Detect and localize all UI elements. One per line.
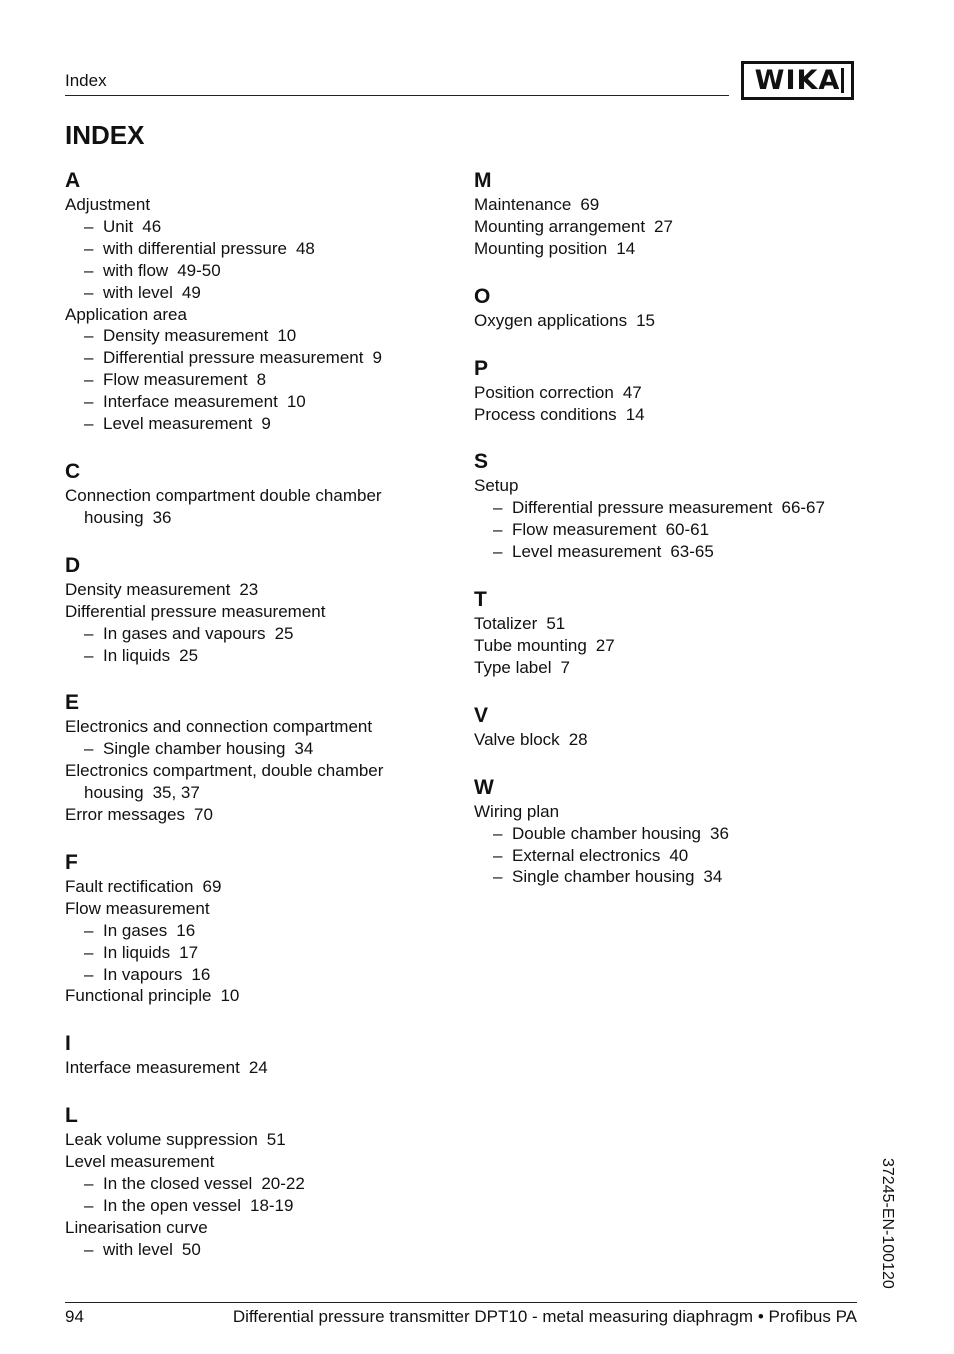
index-entry: [474, 729, 864, 751]
index-section-f: [65, 850, 455, 1007]
entry-page-ref: 70: [193, 805, 213, 825]
index-entry: [65, 1217, 455, 1239]
subentry-dash: –: [84, 370, 94, 390]
index-entry: [474, 613, 864, 635]
index-subentry: [65, 413, 455, 435]
subentry-page-ref: 10: [277, 326, 297, 346]
index-subentry: [65, 238, 455, 260]
entry-page-ref: 51: [546, 614, 566, 634]
subentry-dash: –: [84, 282, 94, 302]
subentry-term: In gases: [103, 920, 168, 940]
index-entry: [65, 485, 455, 529]
subentry-term: In liquids: [103, 645, 171, 665]
entry-term: Setup: [474, 476, 519, 496]
entry-term: Adjustment: [65, 195, 151, 214]
entry-term: Connection compartment double chamber housing: [65, 485, 382, 527]
index-subentry: [65, 1195, 455, 1217]
index-subentry: [65, 216, 455, 238]
section-letter: A: [65, 169, 81, 192]
index-entry: [474, 801, 864, 823]
subentry-dash: –: [84, 238, 94, 258]
index-section-d: [65, 553, 455, 667]
logo-bar: [841, 68, 844, 93]
entry-term: Oxygen applications: [474, 310, 628, 330]
entry-term: Wiring plan: [474, 801, 560, 821]
entry-page-ref: 35, 37: [152, 783, 200, 803]
index-subentry: [474, 823, 864, 845]
section-letter: M: [474, 169, 492, 192]
index-left-column: [65, 168, 455, 1285]
index-entry: [474, 310, 864, 332]
index-entry: [474, 475, 864, 497]
index-entry: [65, 1129, 455, 1151]
index-entry: [65, 898, 455, 920]
subentry-term: In the open vessel: [103, 1196, 241, 1215]
footer-document-title: Differential pressure transmitter DPT10 - metal measuring diaphragm • Profibus PA: [232, 1307, 857, 1326]
index-section-i: [65, 1031, 455, 1079]
entry-page-ref: 47: [622, 382, 642, 402]
subentry-page-ref: 34: [703, 867, 723, 887]
entry-page-ref: 23: [239, 579, 259, 599]
subentry-page-ref: 25: [274, 623, 294, 643]
subentry-dash: –: [84, 942, 94, 962]
index-entry: [65, 876, 455, 898]
index-subentry: [65, 369, 455, 391]
subentry-page-ref: 49-50: [177, 260, 221, 280]
subentry-page-ref: 40: [669, 845, 689, 865]
entry-term: Maintenance: [474, 195, 572, 214]
index-subentry: [474, 866, 864, 888]
index-subentry: [474, 541, 864, 563]
entry-page-ref: 28: [568, 729, 588, 749]
subentry-page-ref: 34: [294, 739, 314, 759]
index-entry: [65, 760, 455, 804]
subentry-dash: –: [84, 216, 94, 236]
entry-term: Fault rectification: [65, 876, 194, 896]
subentry-dash: –: [84, 1239, 94, 1259]
entry-term: Electronics compartment, double chamber housing: [65, 761, 384, 803]
entry-page-ref: 14: [625, 404, 645, 424]
entry-term: Linearisation curve: [65, 1217, 208, 1237]
subentry-term: with differential pressure: [103, 238, 287, 258]
index-subentry: [65, 1173, 455, 1195]
subentry-dash: –: [84, 1196, 94, 1215]
subentry-dash: –: [493, 823, 503, 843]
entry-term: Process conditions: [474, 404, 617, 424]
section-letter: I: [65, 1032, 71, 1056]
subentry-dash: –: [84, 260, 94, 280]
subentry-page-ref: 50: [181, 1239, 201, 1259]
entry-term: Functional principle: [65, 986, 212, 1006]
entry-page-ref: 36: [152, 507, 172, 527]
entry-page-ref: 69: [202, 876, 222, 896]
subentry-term: In gases and vapours: [103, 623, 266, 643]
subentry-term: Flow measurement: [512, 520, 657, 540]
subentry-page-ref: 18-19: [249, 1196, 294, 1215]
entry-page-ref: 7: [560, 657, 570, 677]
subentry-term: Single chamber housing: [512, 867, 695, 887]
subentry-page-ref: 9: [372, 348, 382, 368]
index-subentry: [65, 260, 455, 282]
index-entry: [474, 657, 864, 679]
index-subentry: [65, 282, 455, 304]
document-code: 37245-EN-100120: [879, 1158, 896, 1289]
subentry-dash: –: [84, 964, 94, 984]
entry-term: Mounting position: [474, 238, 608, 258]
subentry-page-ref: 16: [176, 920, 196, 940]
index-entry: [65, 579, 455, 601]
subentry-page-ref: 49: [181, 282, 201, 302]
subentry-dash: –: [84, 920, 94, 940]
entry-term: Totalizer: [474, 614, 538, 634]
subentry-page-ref: 46: [142, 216, 162, 236]
subentry-dash: –: [84, 326, 94, 346]
subentry-page-ref: 60-61: [665, 520, 710, 540]
subentry-dash: –: [84, 414, 94, 434]
entry-term: Mounting arrangement: [474, 216, 646, 236]
subentry-term: Differential pressure measurement: [103, 348, 364, 368]
wika-logo: [741, 61, 854, 100]
entry-term: Tube mounting: [474, 635, 587, 655]
header-divider: [65, 95, 729, 96]
subentry-page-ref: 36: [710, 823, 729, 843]
index-section-l: [65, 1103, 455, 1260]
subentry-page-ref: 20-22: [261, 1174, 305, 1194]
subentry-page-ref: 17: [179, 942, 199, 962]
subentry-term: Level measurement: [103, 414, 253, 434]
subentry-page-ref: 63-65: [670, 542, 714, 562]
subentry-term: External electronics: [512, 845, 661, 865]
footer-divider: [65, 1302, 857, 1303]
section-letter: W: [474, 775, 494, 799]
index-subentry: [65, 738, 455, 760]
entry-page-ref: 27: [595, 635, 615, 655]
index-entry: [474, 404, 864, 426]
index-subentry: [65, 325, 455, 347]
section-letter: T: [474, 588, 487, 612]
subentry-dash: –: [493, 498, 503, 518]
subentry-dash: –: [84, 623, 94, 643]
entry-term: Leak volume suppression: [65, 1130, 258, 1150]
entry-term: Valve block: [474, 729, 560, 749]
subentry-page-ref: 48: [295, 238, 315, 258]
subentry-page-ref: 16: [191, 964, 211, 984]
section-letter: P: [474, 356, 489, 380]
subentry-dash: –: [84, 645, 94, 665]
entry-page-ref: 15: [636, 310, 656, 330]
index-entry: [474, 238, 864, 260]
section-letter: C: [65, 459, 81, 483]
index-subentry: [65, 964, 455, 986]
index-subentry: [474, 497, 864, 519]
index-entry: [65, 601, 455, 623]
entry-term: Position correction: [474, 382, 614, 402]
subentry-term: with level: [103, 282, 173, 302]
index-subentry: [65, 1239, 455, 1261]
entry-page-ref: 14: [616, 238, 636, 258]
page-title: INDEX: [65, 120, 145, 150]
subentry-term: Unit: [103, 216, 134, 236]
subentry-term: In the closed vessel: [103, 1174, 253, 1194]
entry-term: Differential pressure measurement: [65, 601, 326, 621]
index-subentry: [65, 623, 455, 645]
running-header: Index: [65, 71, 107, 90]
subentry-page-ref: 25: [179, 645, 199, 665]
section-letter: F: [65, 850, 78, 874]
index-subentry: [474, 845, 864, 867]
subentry-term: Single chamber housing: [103, 739, 286, 759]
index-section-w: [474, 775, 864, 889]
index-subentry: [65, 645, 455, 667]
entry-page-ref: 10: [220, 986, 240, 1006]
section-letter: L: [65, 1104, 78, 1128]
subentry-dash: –: [84, 739, 94, 759]
section-letter: S: [474, 450, 489, 474]
index-entry: [65, 304, 455, 326]
entry-term: Flow measurement: [65, 898, 210, 918]
index-entry: [65, 194, 455, 216]
subentry-term: Density measurement: [103, 326, 269, 346]
index-subentry: [65, 347, 455, 369]
subentry-page-ref: 10: [286, 392, 306, 412]
index-entry: [65, 1151, 455, 1173]
subentry-term: Level measurement: [512, 542, 662, 562]
index-section-m: [474, 168, 864, 260]
footer-page-number: 94: [65, 1307, 84, 1326]
subentry-page-ref: 66-67: [781, 498, 825, 518]
index-subentry: [474, 519, 864, 541]
index-section-t: [474, 587, 864, 679]
subentry-term: Double chamber housing: [512, 823, 702, 843]
entry-term: Density measurement: [65, 579, 231, 599]
entry-page-ref: 51: [266, 1130, 286, 1150]
subentry-dash: –: [84, 392, 94, 412]
entry-term: Type label: [474, 657, 552, 677]
subentry-dash: –: [493, 845, 503, 865]
index-entry: [474, 194, 864, 216]
entry-term: Error messages: [65, 805, 185, 825]
subentry-term: In liquids: [103, 942, 171, 962]
entry-term: Level measurement: [65, 1152, 215, 1172]
subentry-page-ref: 8: [256, 370, 267, 390]
logo-wordmark: WIKA: [754, 65, 841, 96]
entry-page-ref: 27: [654, 216, 673, 236]
index-section-s: [474, 449, 864, 563]
index-section-e: [65, 690, 455, 826]
index-subentry: [65, 920, 455, 942]
entry-term: Electronics and connection compartment: [65, 717, 373, 737]
index-entry: [65, 985, 455, 1007]
subentry-page-ref: 9: [261, 414, 271, 434]
section-letter: D: [65, 553, 81, 577]
index-entry: [65, 1057, 455, 1079]
index-entry: [474, 382, 864, 404]
index-entry: [65, 804, 455, 826]
subentry-term: In vapours: [103, 964, 183, 984]
section-letter: V: [474, 703, 489, 727]
subentry-dash: –: [84, 348, 94, 368]
subentry-term: with flow: [103, 260, 169, 280]
index-entry: [474, 635, 864, 657]
index-right-column: [474, 168, 864, 912]
subentry-dash: –: [493, 542, 503, 562]
index-section-c: [65, 459, 455, 529]
index-entry: [65, 716, 455, 738]
subentry-dash: –: [493, 867, 503, 887]
entry-term: Interface measurement: [65, 1058, 240, 1078]
index-section-o: [474, 284, 864, 332]
subentry-dash: –: [84, 1174, 94, 1194]
index-section-a: [65, 168, 455, 435]
index-section-p: [474, 356, 864, 426]
index-section-v: [474, 703, 864, 751]
subentry-term: Interface measurement: [103, 392, 278, 412]
entry-page-ref: 69: [580, 195, 600, 214]
index-entry: [474, 216, 864, 238]
index-subentry: [65, 391, 455, 413]
entry-page-ref: 24: [248, 1058, 268, 1078]
section-letter: E: [65, 691, 80, 715]
subentry-term: with level: [103, 1239, 173, 1259]
index-subentry: [65, 942, 455, 964]
subentry-dash: –: [493, 520, 503, 540]
subentry-term: Differential pressure measurement: [512, 498, 773, 518]
entry-term: Application area: [65, 304, 187, 324]
section-letter: O: [474, 284, 491, 308]
subentry-term: Flow measurement: [103, 370, 248, 390]
